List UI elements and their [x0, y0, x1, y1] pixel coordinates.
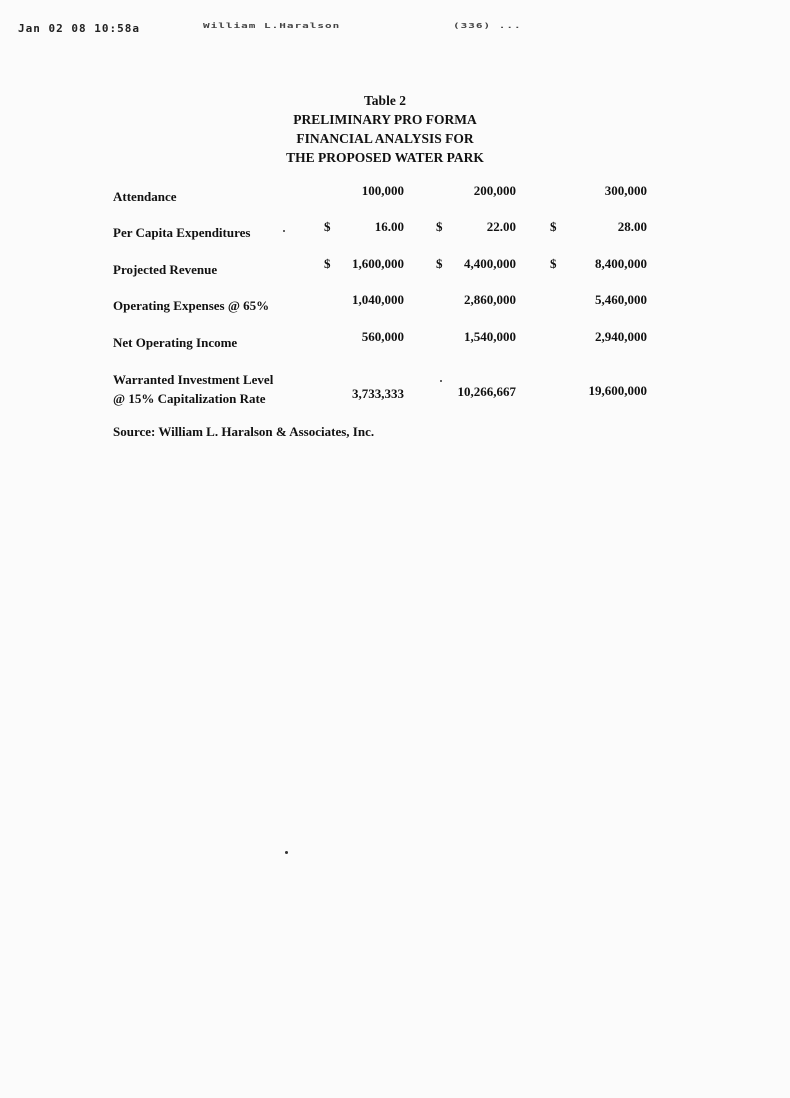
cell-value: 8,400,000	[595, 256, 647, 271]
cell-value: 1,040,000	[352, 292, 404, 307]
row-label: Net Operating Income	[113, 335, 238, 350]
cell-value: 28.00	[617, 219, 647, 234]
cell-value: 2,940,000	[595, 329, 647, 344]
row-label-line-1: Warranted Investment Level	[113, 372, 274, 387]
cell-value: 5,460,000	[595, 292, 647, 307]
table-row-projected-revenue	[113, 256, 673, 276]
row-label-line-2: @ 15% Capitalization Rate	[113, 391, 266, 406]
fax-date: Jan 02 08 10:58a	[18, 22, 140, 35]
title-line-2: PRELIMINARY PRO FORMA	[293, 112, 477, 127]
title-line-3: FINANCIAL ANALYSIS FOR	[296, 131, 474, 146]
dollar-sign: $	[550, 256, 557, 271]
source-note: Source: William L. Haralson & Associates, Inc.	[113, 424, 375, 439]
row-label: Operating Expenses @ 65%	[113, 298, 270, 313]
row-label: Projected Revenue	[113, 262, 218, 277]
cell-value: 1,540,000	[464, 329, 516, 344]
cell-value: 100,000	[361, 183, 404, 198]
dollar-sign: $	[324, 256, 331, 271]
row-label	[113, 370, 273, 408]
scan-speck	[283, 230, 285, 232]
table-row-net-operating-income	[113, 329, 673, 349]
dollar-sign: $	[436, 256, 443, 271]
cell-value: 200,000	[473, 183, 516, 198]
dollar-sign: $	[324, 219, 331, 234]
cell-value: 10,266,667	[457, 384, 516, 399]
cell-value: 3,733,333	[352, 386, 404, 401]
fax-sender: William L.Haralson	[203, 22, 341, 30]
table-title	[240, 91, 530, 167]
scan-speck	[440, 380, 442, 382]
row-label: Per Capita Expenditures	[113, 225, 251, 240]
table-row-attendance	[113, 183, 673, 203]
cell-value: 4,400,000	[464, 256, 516, 271]
cell-value: 16.00	[374, 219, 404, 234]
dollar-sign: $	[436, 219, 443, 234]
cell-value: 300,000	[604, 183, 647, 198]
cell-value: 22.00	[486, 219, 516, 234]
title-line-4: THE PROPOSED WATER PARK	[286, 150, 484, 165]
cell-value: 560,000	[361, 329, 404, 344]
dollar-sign: $	[550, 219, 557, 234]
table-row-operating-expenses	[113, 292, 673, 312]
scan-speck	[285, 851, 288, 854]
cell-value: 19,600,000	[588, 383, 647, 398]
row-label: Attendance	[113, 189, 177, 204]
cell-value: 2,860,000	[464, 292, 516, 307]
fax-number: (336) ...	[453, 22, 522, 30]
table-row-warranted-investment	[113, 370, 673, 410]
title-line-1: Table 2	[364, 93, 406, 108]
cell-value: 1,600,000	[352, 256, 404, 271]
table-row-per-capita	[113, 219, 673, 239]
